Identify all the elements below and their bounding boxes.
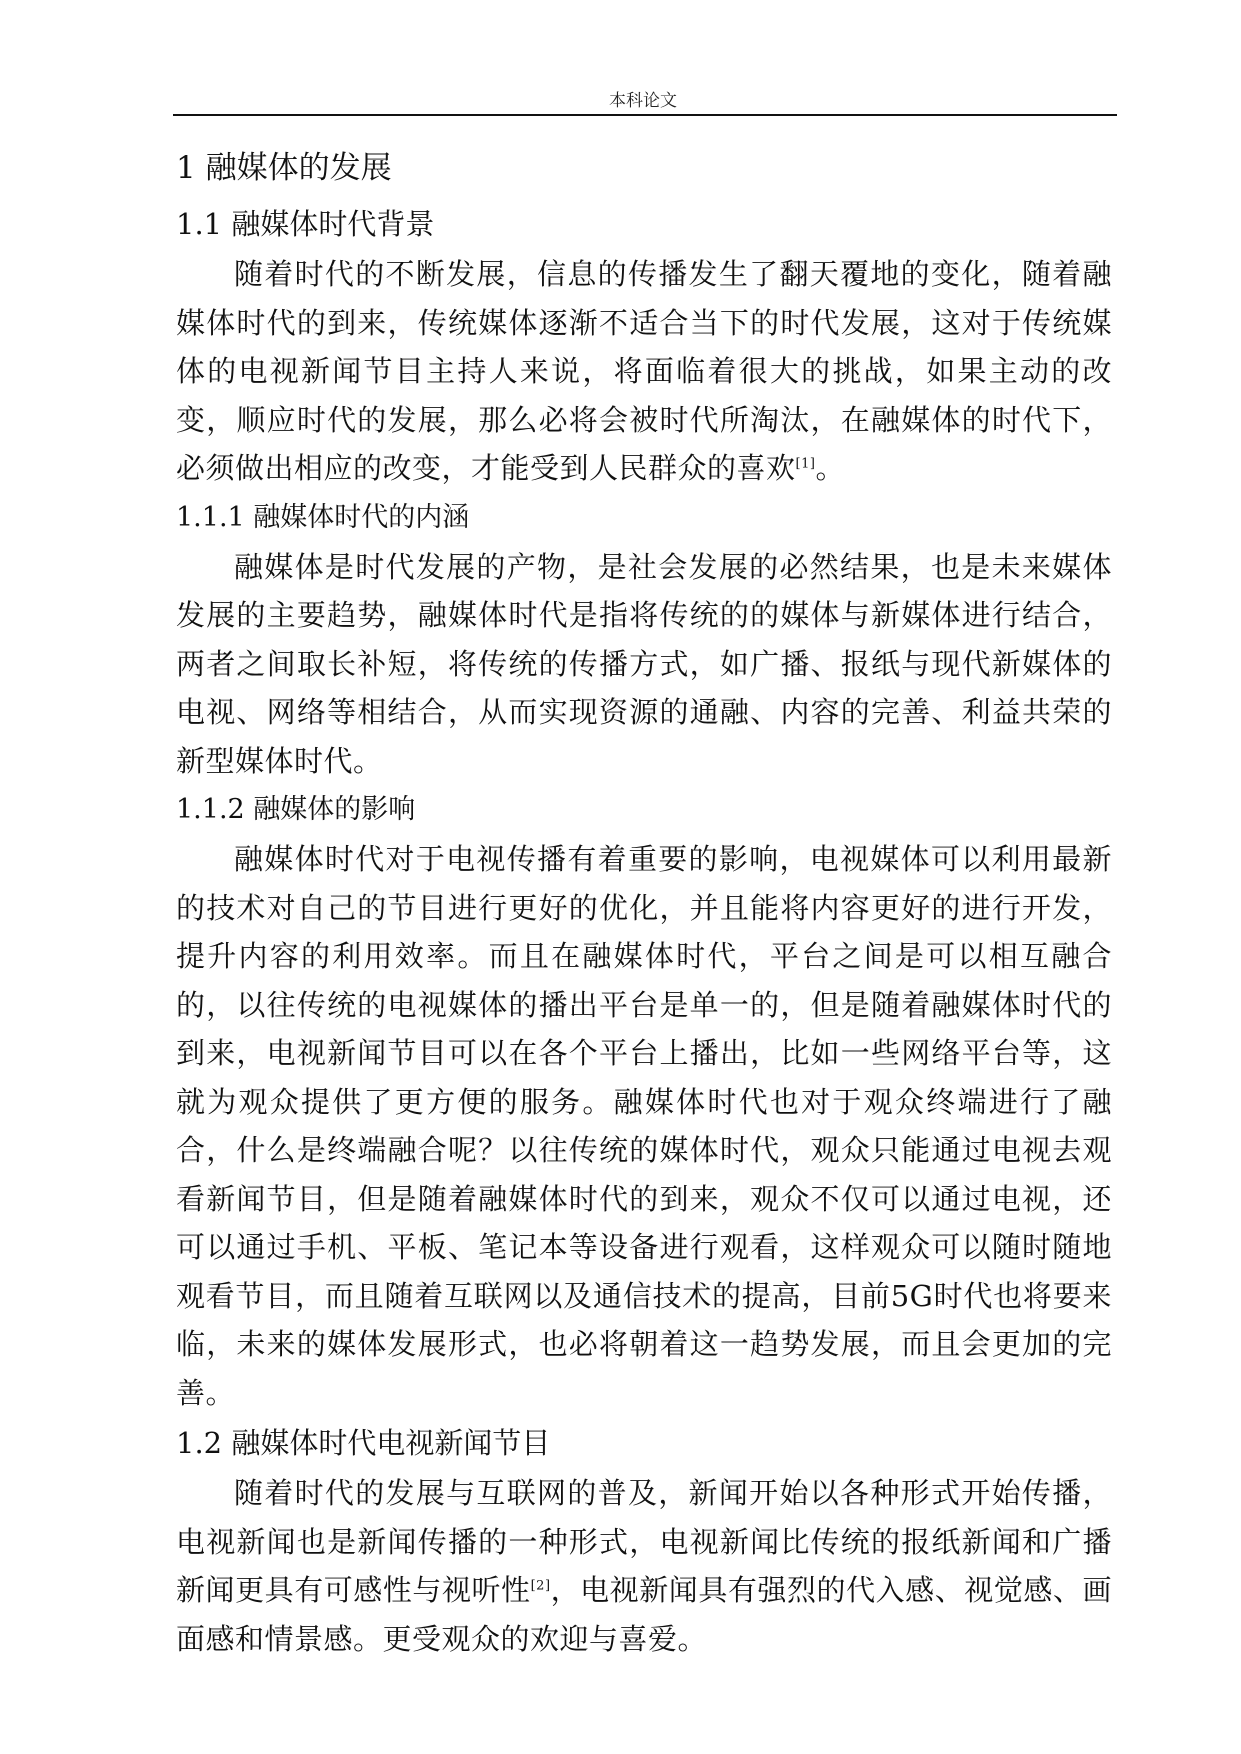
section-1-1-2-paragraph: 融媒体时代对于电视传播有着重要的影响，电视媒体可以利用最新的技术对自己的节目进行更好的优化，并且能将内容更好的进行开发，提升内容的利用效率。而且在融媒体时代，平台之间是可以相互融合的，以往传统的电视媒体的播出平台是单一的，但是随着融媒体时代的到来，电视新闻节目可以在各个平台上播出，比如一些网络平台等，这就为观众提供了更方便的服务。融媒体时代也对于观众终端进行了融合，什么是终端融合呢？以往传统的媒体时代，观众只能通过电视去观看新闻节目，但是随着融媒体时代的到来，观众不仅可以通过电视，还可以通过手机、平板、笔记本等设备进行观看，这样观众可以随时随地观看节目，而且随着互联网以及通信技术的提高，目前5G时代也将要来临，未来的媒体发展形式，也必将朝着这一趋势发展，而且会更加的完善。: [176, 842, 1112, 1410]
citation-1: [1]: [795, 456, 816, 472]
paragraph-text-continued: ，电视新闻具有强烈的代入感、视觉感、画面感和情景感。更受观众的欢迎与喜爱。: [176, 1573, 1112, 1656]
section-1-2-paragraph: [176, 1469, 1112, 1663]
page-body: [176, 138, 1112, 1663]
section-1-1-1-heading: 1.1.1 融媒体时代的内涵: [176, 501, 470, 533]
section-1-2-heading: 1.2 融媒体时代电视新闻节目: [176, 1426, 551, 1460]
section-1-1-2-heading: 1.1.2 融媒体的影响: [176, 794, 416, 825]
running-header: 本科论文: [609, 91, 677, 111]
citation-2: [2]: [530, 1578, 551, 1594]
header-rule: [173, 114, 1117, 116]
paragraph-text: 随着时代的不断发展，信息的传播发生了翻天覆地的变化，随着融媒体时代的到来，传统媒体逐渐不适合当下的时代发展，这对于传统媒体的电视新闻节目主持人来说，将面临着很大的挑战，如果主动的改变，顺应时代的发展，那么必将会被时代所淘汰，在融媒体的时代下，必须做出相应的改变，才能受到人民群众的喜欢: [176, 257, 1112, 485]
section-1-1-paragraph: [176, 250, 1112, 493]
paragraph-end: 。: [815, 451, 845, 485]
section-1-1-1-paragraph: 融媒体是时代发展的产物，是社会发展的必然结果，也是未来媒体发展的主要趋势，融媒体时代是指将传统的的媒体与新媒体进行结合，两者之间取长补短，将传统的传播方式，如广播、报纸与现代新媒体的电视、网络等相结合，从而实现资源的通融、内容的完善、利益共荣的新型媒体时代。: [176, 549, 1112, 778]
paragraph-text: 随着时代的发展与互联网的普及，新闻开始以各种形式开始传播，电视新闻也是新闻传播的一种形式，电视新闻比传统的报纸新闻和广播新闻更具有可感性与视听性: [176, 1476, 1112, 1607]
section-1-heading: 1 融媒体的发展: [176, 150, 392, 186]
section-1-1-heading: 1.1 融媒体时代背景: [176, 207, 435, 241]
